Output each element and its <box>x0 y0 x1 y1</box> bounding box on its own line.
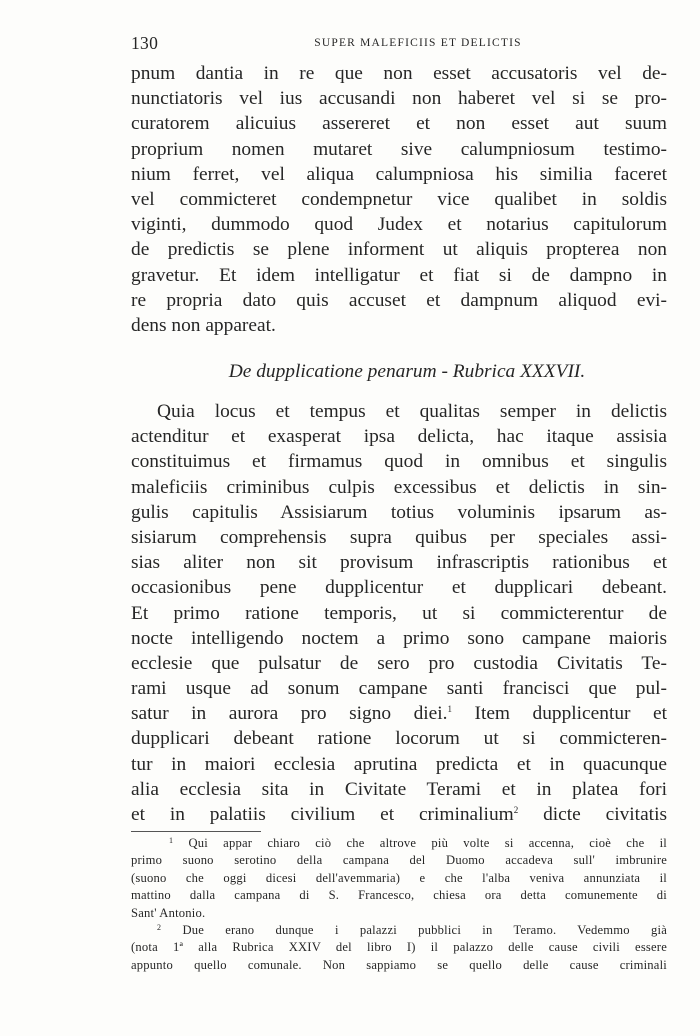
text-line: sias aliter non sit provisum infrascriptis rationibus et <box>131 552 667 574</box>
footnote-divider <box>131 831 261 832</box>
text-segment: satur in aurora pro signo diei. <box>131 703 448 725</box>
text-line: re propria dato quis accuset et dampnum aliquod evi- <box>131 289 667 311</box>
footnote-line: (suono che oggi dicesi dell'avemmaria) e che l'alba veniva annunziata il <box>131 870 667 885</box>
text-line: nunctiatoris vel ius accusandi non haberet vel si se pro- <box>131 88 667 110</box>
footnote-marker: 1 <box>169 836 174 845</box>
text-line: nium ferret, vel aliqua calumpniosa his similia faceret <box>131 163 667 185</box>
text-segment: Due erano dunque i palazzi pubblici in Teramo. Vedemmo già <box>182 922 667 937</box>
text-line: curatorem alicuius assereret et non esset aut suum <box>131 113 667 135</box>
text-line: gravetur. Et idem intelligatur et fiat si de dampno in <box>131 264 667 286</box>
text-line: vel commicteret condempnetur vice qualibet in soldis <box>131 188 667 210</box>
text-line: dupplicari debeant ratione locorum ut si commicteren- <box>131 728 667 750</box>
footnote-line: appunto quello comunale. Non sappiamo se quello delle cause criminali <box>131 957 667 972</box>
text-line: occasionibus pene dupplicentur et dupplicari debeant. <box>131 577 667 599</box>
footnote-reference: 2 <box>513 805 519 815</box>
text-line: rami usque ad sonum campane santi francisci que pul- <box>131 678 667 700</box>
page-number: 130 <box>131 33 159 53</box>
text-line: pnum dantia in re que non esset accusatoris vel de- <box>131 63 667 84</box>
text-line: proprium nomen mutaret sive calumpniosum testimo- <box>131 138 667 160</box>
text-line: tur in maiori ecclesia aprutina predicta et in quacunque <box>131 753 667 775</box>
footnote-line <box>131 922 667 939</box>
text-line: ecclesie que pulsatur de sero pro custodia Civitatis Te- <box>131 652 667 674</box>
footnote-line: (nota 1ª alla Rubrica XXIV del libro I) il palazzo delle cause civili essere <box>131 940 667 955</box>
footnote-line <box>131 835 667 852</box>
text-line: sisiarum comprehensis supra quibus per speciales assi- <box>131 526 667 548</box>
text-segment: et in palatiis civilium et criminalium <box>131 804 514 825</box>
paragraph-rubric-xxxvii <box>131 399 667 827</box>
text-line: constituimus et firmamus quod in omnibus et singulis <box>131 451 667 473</box>
text-segment: dicte civitatis <box>543 804 667 825</box>
footnote-line: mattino dalla campana di S. Francesco, chiesa ora detta comunemente di <box>131 888 667 903</box>
text-segment: Qui appar chiaro ciò che altrove più volte si accenna, cioè che il <box>188 836 667 850</box>
text-line: actenditur et exasperat ipsa delicta, hac itaque assisia <box>131 426 667 448</box>
footnotes <box>131 835 667 974</box>
text-line: maleficiis criminibus culpis excessibus et delictis in sin- <box>131 476 667 498</box>
text-line: dens non appareat. <box>131 314 276 336</box>
footnote-line: Sant' Antonio. <box>131 905 206 920</box>
text-segment: Item dupplicentur et <box>474 703 667 725</box>
text-line: Quia locus et tempus et qualitas semper in delictis <box>157 401 667 422</box>
text-line: viginti, dummodo quod Judex et notarius capitulorum <box>131 214 667 236</box>
text-line: Et primo ratione temporis, ut si commicterentur de <box>131 602 667 624</box>
text-line: de predictis se plene informent ut aliquis propterea non <box>131 239 667 261</box>
footnote-marker: 2 <box>157 922 162 932</box>
text-line <box>131 701 667 726</box>
footnote-reference: 1 <box>447 704 452 715</box>
paragraph-continuation <box>131 61 667 338</box>
text-line <box>131 802 667 827</box>
running-head: SUPER MALEFICIIS ET DELICTIS <box>314 37 522 49</box>
footnote-line: primo suono serotino della campana del Duomo accadeva sull' imbrunire <box>131 853 667 868</box>
page-header <box>131 30 669 56</box>
rubric-heading: De dupplicatione penarum - Rubrica XXXVII. <box>228 361 586 382</box>
text-line: nocte intelligendo noctem a primo sono campane maioris <box>131 627 667 649</box>
text-line: alia ecclesia sita in Civitate Terami et in platea fori <box>131 778 667 800</box>
text-line: gulis capitulis Assisiarum totius voluminis ipsarum as- <box>131 501 667 523</box>
